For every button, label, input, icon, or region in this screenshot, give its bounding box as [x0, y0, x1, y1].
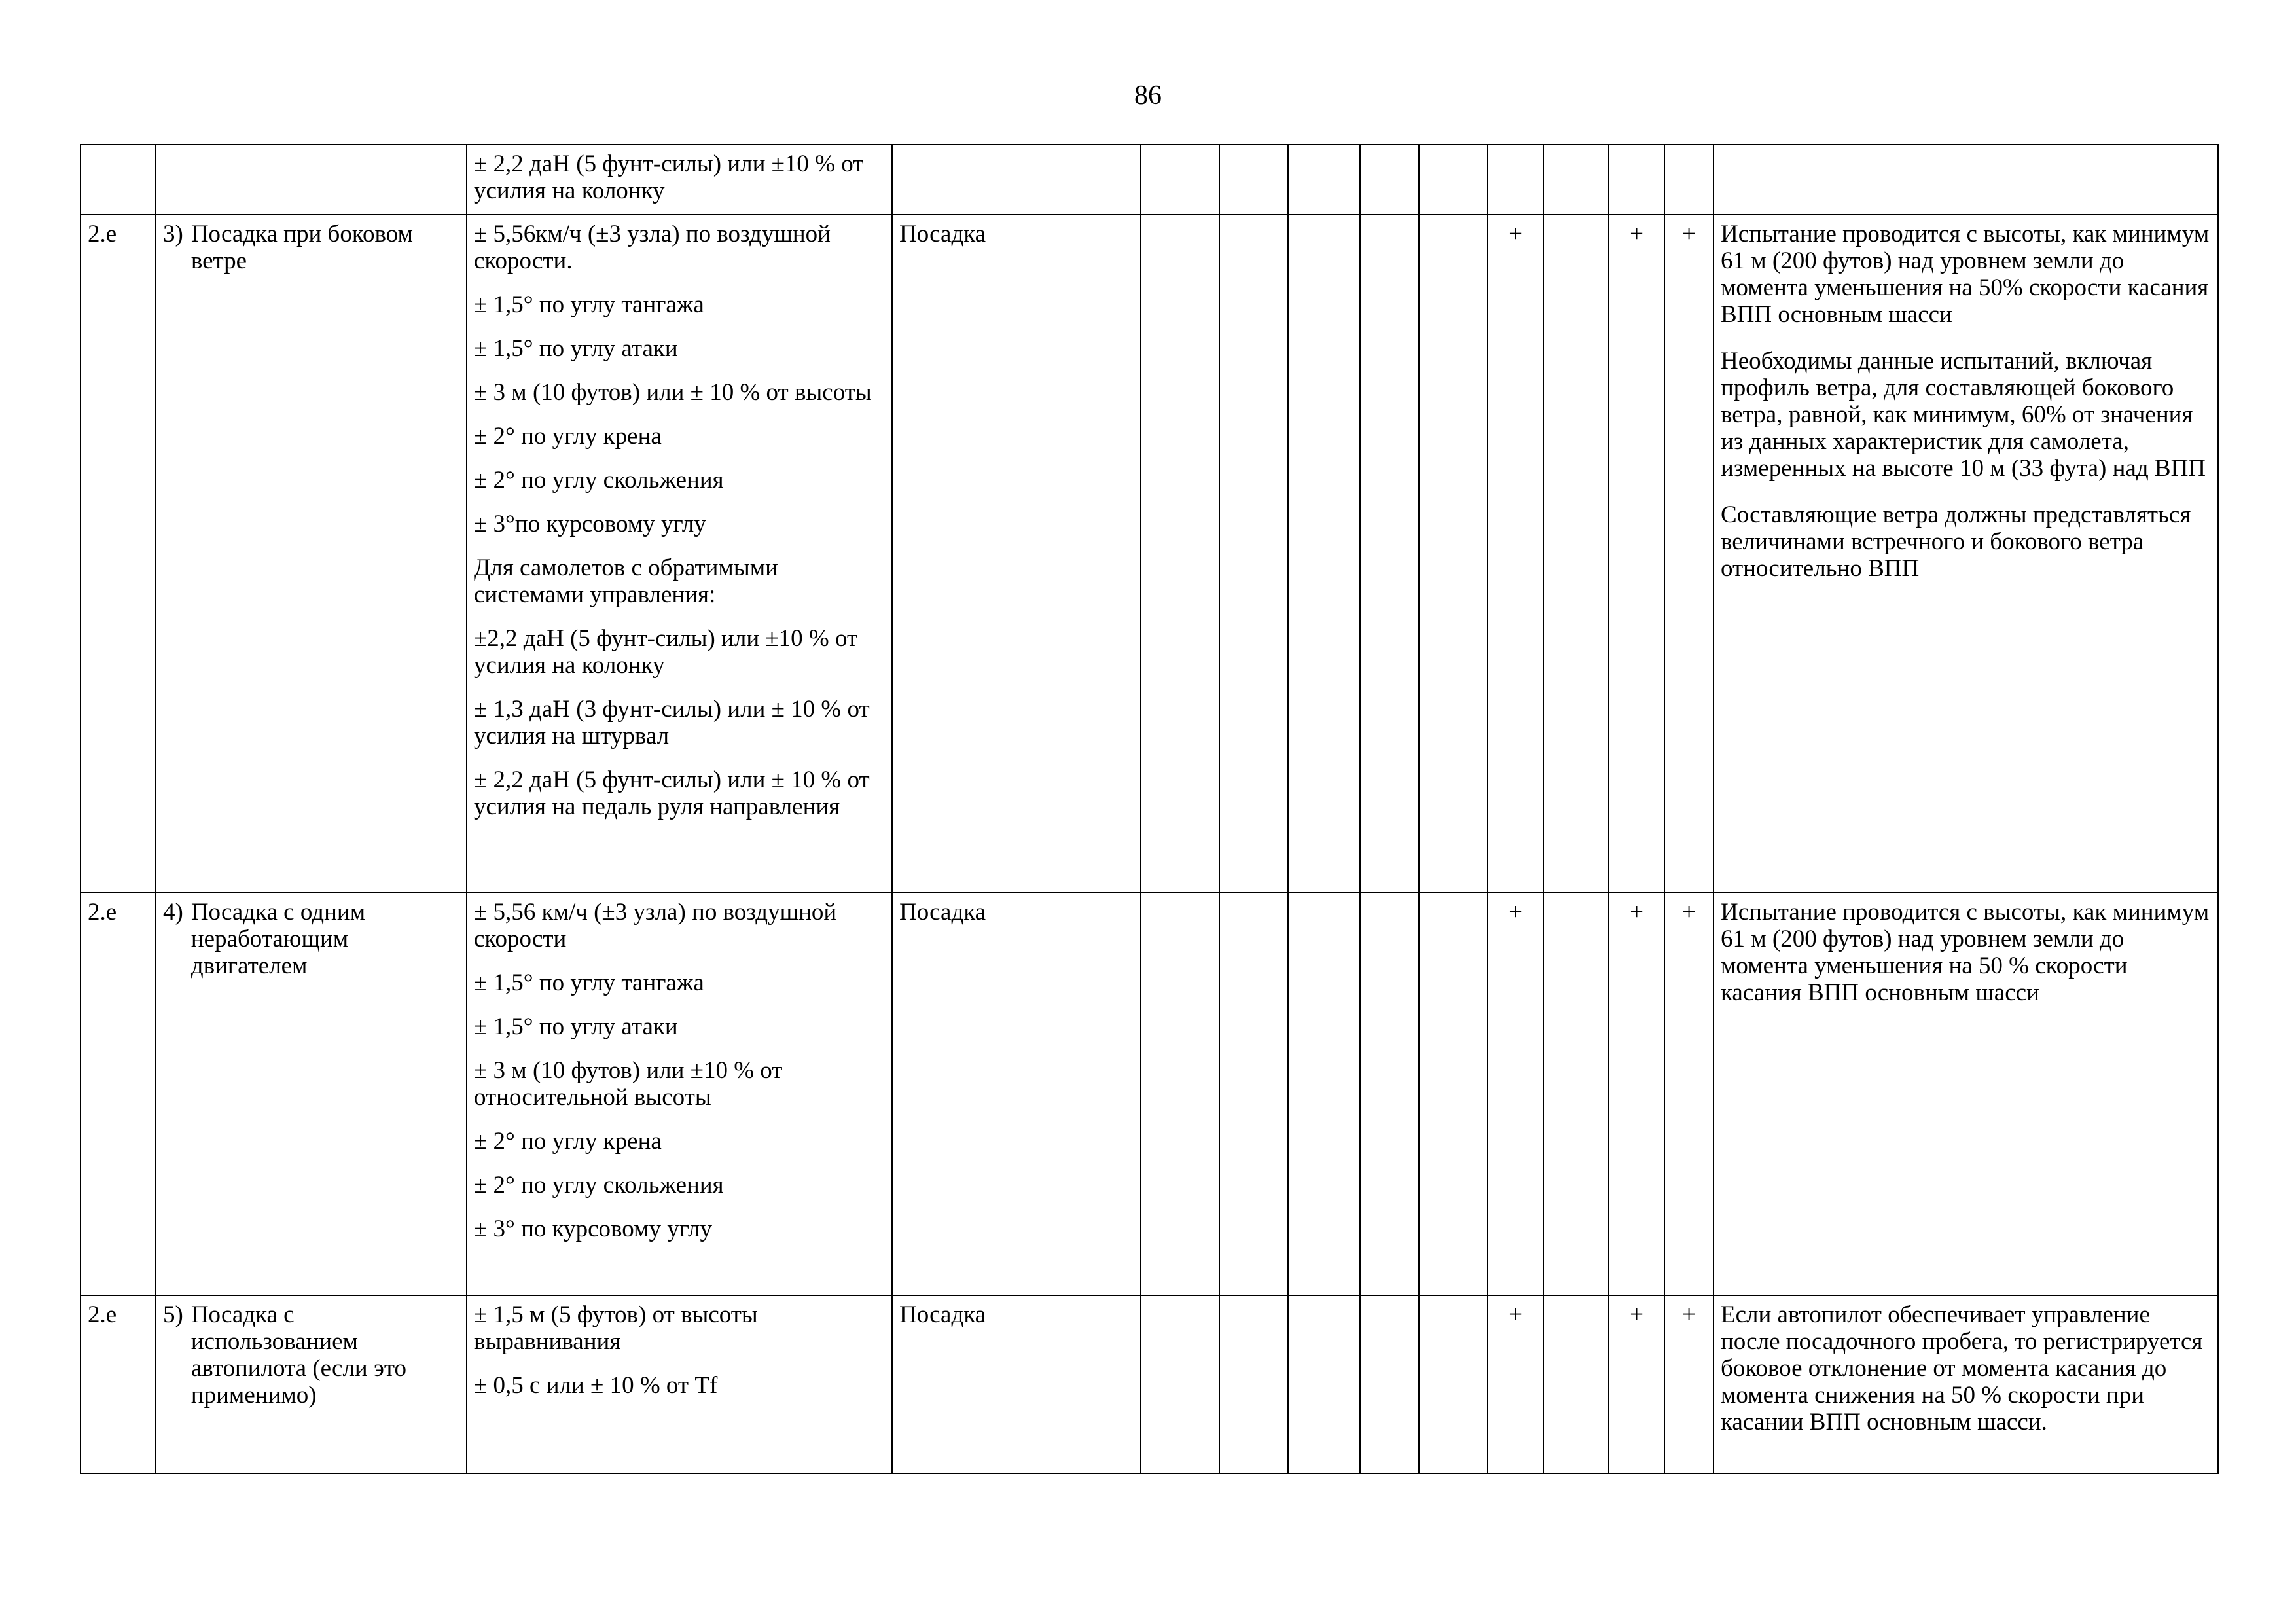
test-id: 2.e — [88, 899, 117, 926]
applicability-mark-cell — [1219, 215, 1288, 893]
applicability-mark-cell — [1360, 893, 1419, 1295]
flight-phase-cell — [892, 893, 1141, 1295]
tolerance-item: ± 1,3 даН (3 фунт-силы) или ± 10 % от усилия на штурвал — [474, 696, 870, 749]
applicability-mark: + — [1509, 899, 1522, 926]
test-title: Посадка с одним неработающим двигателем — [190, 899, 366, 979]
applicability-mark-cell — [1488, 1295, 1543, 1473]
test-title-cell — [156, 893, 467, 1295]
applicability-mark-cell — [1664, 893, 1713, 1295]
remarks-cell — [1713, 215, 2218, 893]
remarks-cell — [1713, 1295, 2218, 1473]
applicability-mark-cell — [1609, 145, 1664, 215]
test-number: 5) — [163, 1301, 183, 1328]
applicability-mark-cell — [1360, 1295, 1419, 1473]
applicability-mark-cell — [1609, 1295, 1664, 1473]
tolerance-item: ± 3 м (10 футов) или ±10 % от относительной высоты — [474, 1057, 783, 1111]
applicability-mark-cell — [1419, 893, 1488, 1295]
applicability-mark: + — [1682, 221, 1696, 247]
remark-item: Составляющие ветра должны представляться величинами встречного и бокового ветра относительно ВПП — [1721, 501, 2191, 582]
applicability-mark-cell — [1219, 1295, 1288, 1473]
test-id-cell — [81, 893, 156, 1295]
remarks-cell — [1713, 145, 2218, 215]
flight-phase: Посадка — [899, 221, 986, 247]
applicability-mark-cell — [1288, 1295, 1360, 1473]
tolerance-item: ± 2° по углу скольжения — [474, 467, 724, 494]
tolerance-item: ± 0,5 с или ± 10 % от Tf — [474, 1372, 718, 1399]
tolerance-item: ± 2° по углу крена — [474, 423, 662, 450]
applicability-mark: + — [1682, 899, 1696, 926]
remark-item: Если автопилот обеспечивает управление после посадочного пробега, то регистрируется боковое отклонение от момента касания до момента снижения на 50 % скорости при касании ВПП основным шасси. — [1721, 1301, 2203, 1435]
tolerance-item: ± 5,56 км/ч (±3 узла) по воздушной скорости — [474, 899, 837, 952]
tolerance-item: ± 3 м (10 футов) или ± 10 % от высоты — [474, 379, 872, 406]
applicability-mark-cell — [1664, 145, 1713, 215]
tolerance-item: ±2,2 даН (5 фунт-силы) или ±10 % от усилия на колонку — [474, 625, 858, 679]
test-id-cell — [81, 145, 156, 215]
applicability-mark: + — [1630, 221, 1643, 247]
flight-phase-cell — [892, 215, 1141, 893]
applicability-mark-cell — [1141, 145, 1219, 215]
tolerance-item: ± 2° по углу скольжения — [474, 1172, 724, 1199]
test-id-cell — [81, 1295, 156, 1473]
applicability-mark: + — [1509, 1301, 1522, 1328]
page-number: 86 — [1134, 81, 1162, 111]
applicability-mark-cell — [1543, 145, 1609, 215]
remark-item: Необходимы данные испытаний, включая профиль ветра, для составляющей бокового ветра, равной, как минимум, 60% от значения из данных характеристик для самолета, измеренных на высоте 10 м (33 фута) над ВПП — [1721, 348, 2206, 482]
test-number: 3) — [163, 221, 183, 247]
tolerance-item: ± 2,2 даН (5 фунт-силы) или ± 10 % от усилия на педаль руля направления — [474, 767, 870, 820]
remark-item: Испытание проводится с высоты, как минимум 61 м (200 футов) над уровнем земли до момента уменьшения на 50 % скорости касания ВПП основным шасси — [1721, 899, 2210, 1006]
table-body — [81, 145, 2218, 1473]
tolerances-cell — [467, 1295, 892, 1473]
remarks-cell — [1713, 893, 2218, 1295]
applicability-mark: + — [1630, 899, 1643, 926]
applicability-mark-cell — [1543, 215, 1609, 893]
test-requirements-table — [80, 144, 2219, 1474]
tolerance-item: ± 1,5° по углу атаки — [474, 335, 678, 362]
applicability-mark-cell — [1360, 215, 1419, 893]
table-row — [81, 145, 2218, 215]
tolerance-item: ± 3°по курсовому углу — [474, 511, 706, 537]
applicability-mark-cell — [1288, 893, 1360, 1295]
applicability-mark-cell — [1543, 1295, 1609, 1473]
applicability-mark-cell — [1288, 145, 1360, 215]
flight-phase-cell — [892, 145, 1141, 215]
applicability-mark-cell — [1419, 215, 1488, 893]
applicability-mark-cell — [1488, 215, 1543, 893]
tolerances-cell — [467, 145, 892, 215]
tolerance-item: ± 1,5° по углу тангажа — [474, 291, 704, 318]
test-number: 4) — [163, 899, 183, 926]
tolerances-cell — [467, 215, 892, 893]
tolerance-item: ± 2,2 даН (5 фунт-силы) или ±10 % от усилия на колонку — [474, 151, 864, 204]
applicability-mark-cell — [1609, 215, 1664, 893]
applicability-mark-cell — [1419, 145, 1488, 215]
flight-phase: Посадка — [899, 1301, 986, 1328]
applicability-mark-cell — [1664, 215, 1713, 893]
test-id: 2.e — [88, 221, 117, 247]
applicability-mark-cell — [1141, 893, 1219, 1295]
test-id: 2.e — [88, 1301, 117, 1328]
test-title-cell — [156, 1295, 467, 1473]
test-title-cell — [156, 145, 467, 215]
tolerance-item: ± 5,56км/ч (±3 узла) по воздушной скорости. — [474, 221, 831, 274]
applicability-mark-cell — [1609, 893, 1664, 1295]
table-row — [81, 1295, 2218, 1473]
applicability-mark-cell — [1360, 145, 1419, 215]
tolerance-item: ± 1,5° по углу атаки — [474, 1013, 678, 1040]
applicability-mark-cell — [1488, 893, 1543, 1295]
tolerance-item: ± 3° по курсовому углу — [474, 1216, 712, 1242]
applicability-mark: + — [1682, 1301, 1696, 1328]
tolerance-item: ± 2° по углу крена — [474, 1128, 662, 1155]
applicability-mark-cell — [1141, 1295, 1219, 1473]
remark-item: Испытание проводится с высоты, как минимум 61 м (200 футов) над уровнем земли до момента уменьшения на 50% скорости касания ВПП основным шасси — [1721, 221, 2210, 328]
table-row — [81, 893, 2218, 1295]
flight-phase: Посадка — [899, 899, 986, 926]
table-row — [81, 215, 2218, 893]
applicability-mark-cell — [1543, 893, 1609, 1295]
applicability-mark-cell — [1219, 893, 1288, 1295]
tolerances-cell — [467, 893, 892, 1295]
applicability-mark: + — [1509, 221, 1522, 247]
tolerance-item: Для самолетов с обратимыми системами управления: — [474, 554, 778, 608]
tolerance-item: ± 1,5° по углу тангажа — [474, 969, 704, 996]
applicability-mark-cell — [1219, 145, 1288, 215]
applicability-mark-cell — [1664, 1295, 1713, 1473]
applicability-mark: + — [1630, 1301, 1643, 1328]
test-title-cell — [156, 215, 467, 893]
flight-phase-cell — [892, 1295, 1141, 1473]
test-id-cell — [81, 215, 156, 893]
applicability-mark-cell — [1488, 145, 1543, 215]
test-title: Посадка с использованием автопилота (если это применимо) — [190, 1301, 407, 1409]
applicability-mark-cell — [1419, 1295, 1488, 1473]
applicability-mark-cell — [1141, 215, 1219, 893]
tolerance-item: ± 1,5 м (5 футов) от высоты выравнивания — [474, 1301, 758, 1355]
applicability-mark-cell — [1288, 215, 1360, 893]
test-title: Посадка при боковом ветре — [190, 221, 413, 274]
